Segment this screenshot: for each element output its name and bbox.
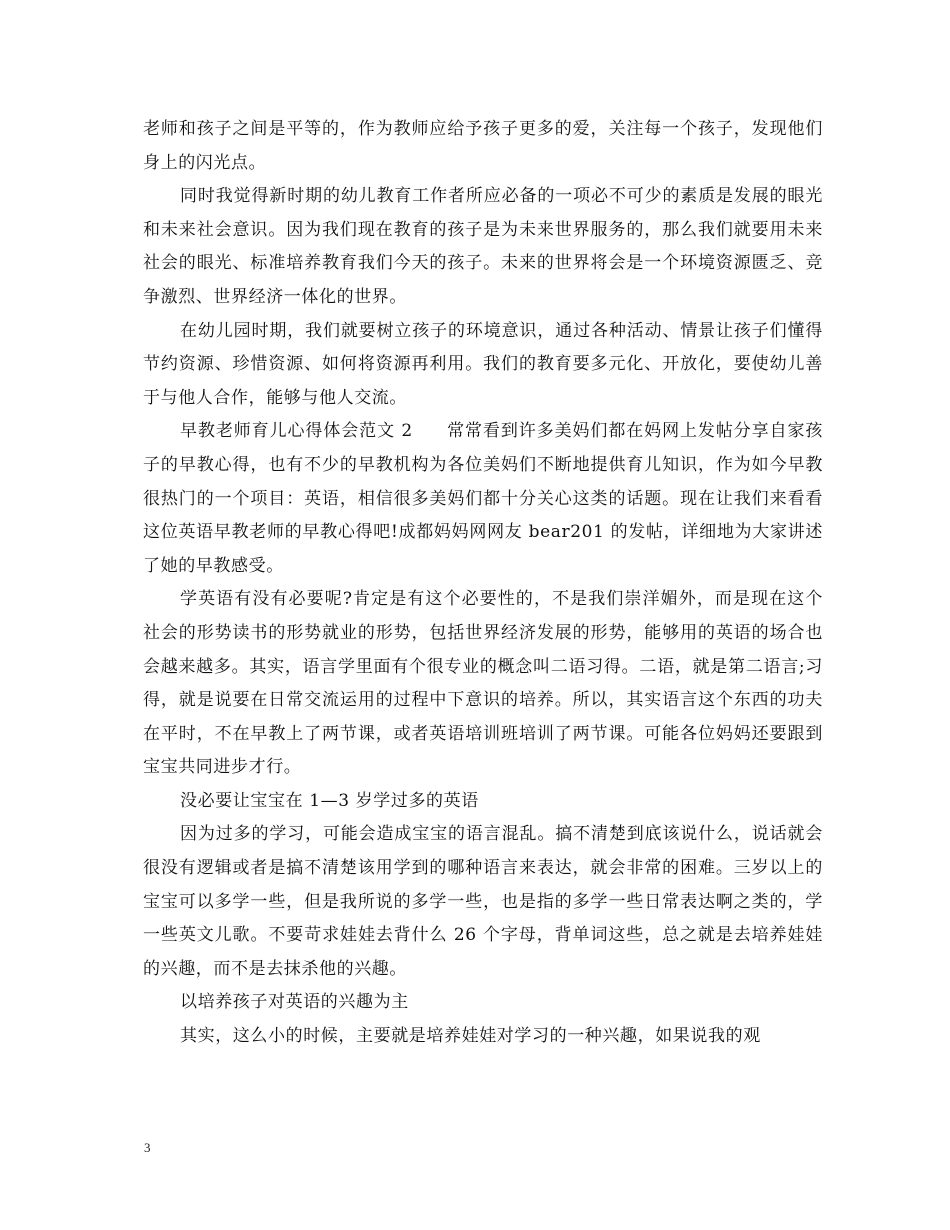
- paragraph-4-text: 常常看到许多美妈们都在妈网上发帖分享自家孩子的早教心得，也有不少的早教机构为各位美妈们不断地提供育儿知识，作为如今早教很热门的一个项目：英语，相信很多美妈们都十分关心这类的话题。现在让我们来看看这位英语早教老师的早教心得吧!成都妈妈网网友 bear201 的发帖，详细地为大家讲述了她的早教感受。: [143, 421, 823, 576]
- page-number: 3: [144, 1140, 151, 1155]
- paragraph-5: 学英语有没有必要呢?肯定是有这个必要性的，不是我们崇洋媚外，而是现在这个社会的形势读书的形势就业的形势，包括世界经济发展的形势，能够用的英语的场合也会越来越多。其实，语言学里面有个很专业的概念叫二语习得。二语，就是第二语言;习得，就是说要在日常交流运用的过程中下意识的培养。所以，其实语言这个东西的功夫在平时，不在早教上了两节课，或者英语培训班培训了两节课。可能各位妈妈还要跟到宝宝共同进步才行。: [143, 589, 823, 778]
- document-body: [143, 113, 823, 1054]
- paragraph-7: 其实，这么小的时候，主要就是培养娃娃对学习的一种兴趣，如果说我的观: [180, 1026, 761, 1047]
- paragraph-3: 在幼儿园时期，我们就要树立孩子的环境意识，通过各种活动、情景让孩子们懂得节约资源、珍惜资源、如何将资源再利用。我们的教育要多元化、开放化，要使幼儿善于与他人合作，能够与他人交流。: [143, 320, 823, 408]
- subheading-2: 以培养孩子对英语的兴趣为主: [180, 992, 409, 1013]
- paragraph-6: 因为过多的学习，可能会造成宝宝的语言混乱。搞不清楚到底该说什么，说话就会很没有逻辑或者是搞不清楚该用学到的哪种语言来表达，就会非常的困难。三岁以上的宝宝可以多学一些，但是我所说的多学一些，也是指的多学一些日常表达啊之类的，学一些英文儿歌。不要苛求娃娃去背什么 26 个字母，背单词这些，总之就是去培养娃娃的兴趣，而不是去抹杀他的兴趣。: [143, 824, 823, 979]
- paragraph-4: [143, 415, 823, 583]
- paragraph-2: 同时我觉得新时期的幼儿教育工作者所应必备的一项必不可少的素质是发展的眼光和未来社会意识。因为我们现在教育的孩子是为未来世界服务的，那么我们就要用未来社会的眼光、标准培养教育我们今天的孩子。未来的世界将会是一个环境资源匮乏、竞争激烈、世界经济一体化的世界。: [143, 186, 823, 307]
- subheading-1: 没必要让宝宝在 1—3 岁学过多的英语: [180, 790, 479, 811]
- paragraph-1: 老师和孩子之间是平等的，作为教师应给予孩子更多的爱，关注每一个孩子，发现他们身上的闪光点。: [143, 119, 823, 173]
- section-heading: 早教老师育儿心得体会范文 2: [180, 421, 413, 442]
